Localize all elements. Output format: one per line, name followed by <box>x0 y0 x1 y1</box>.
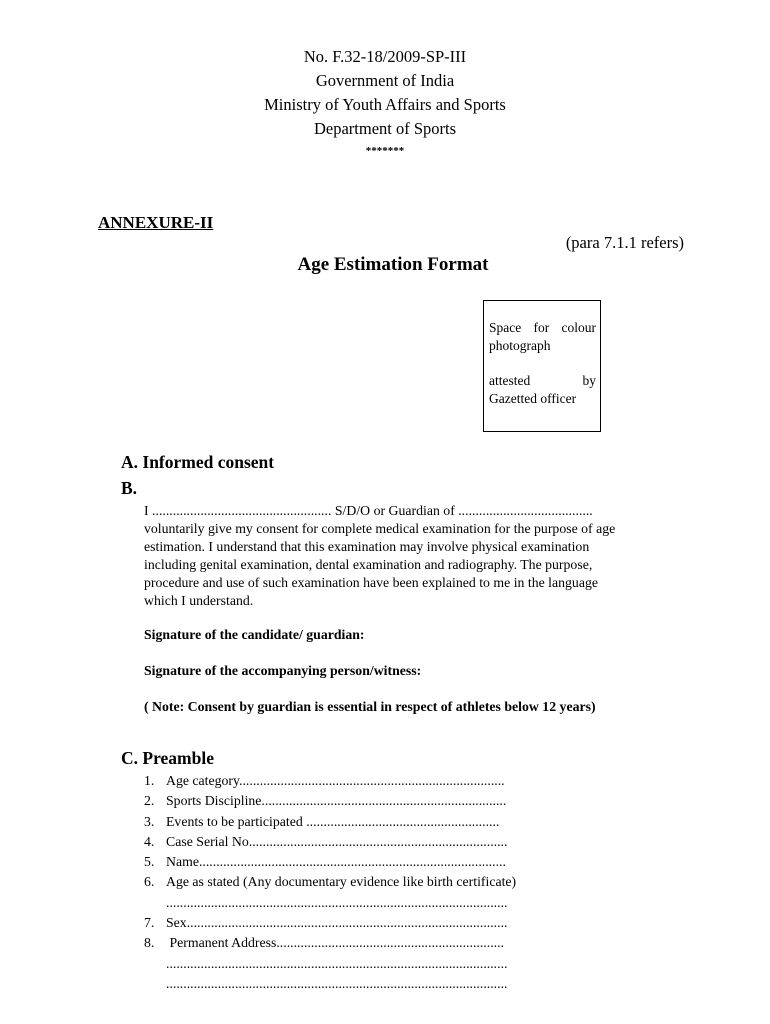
list-item-continuation: ................................................................................................... <box>166 975 508 991</box>
photo-box-line: Gazetted officer <box>489 391 577 406</box>
photo-box-line: photograph <box>489 338 551 353</box>
list-item: 6. Age as stated (Any documentary evidence like birth certificate) <box>144 874 517 890</box>
list-item: 8. Permanent Address.................................................................. <box>144 935 505 951</box>
list-item-continuation: ................................................................................................... <box>166 894 508 910</box>
guardian-consent-note: ( Note: Consent by guardian is essential in respect of athletes below 12 years) <box>144 699 596 714</box>
list-item: 5. Name......................................................................................... <box>144 854 506 870</box>
para-reference: (para 7.1.1 refers) <box>565 233 684 252</box>
section-a-heading: A. Informed consent <box>121 452 275 472</box>
list-item: 7. Sex............................................................................................. <box>144 915 508 931</box>
list-item-continuation: ................................................................................................... <box>166 955 508 971</box>
consent-line: procedure and use of such examination have been explained to me in the language <box>144 575 598 590</box>
section-b-heading: B. <box>121 478 138 498</box>
department-name: Department of Sports <box>313 119 457 138</box>
consent-line: I .................................................... S/D/O or Guardian of ....................................... <box>144 503 593 518</box>
photo-placeholder-box <box>483 300 601 432</box>
photo-box-line: Space for colour <box>489 320 596 335</box>
annexure-heading: ANNEXURE-II <box>98 213 214 232</box>
section-c-heading: C. Preamble <box>121 748 214 768</box>
consent-line: which I understand. <box>144 593 254 608</box>
signature-witness-label: Signature of the accompanying person/witness: <box>144 663 422 678</box>
preamble-list <box>144 771 516 994</box>
consent-line: estimation. I understand that this examination may involve physical examination <box>144 539 590 554</box>
list-item: 2. Sports Discipline....................................................................... <box>144 793 507 809</box>
consent-line: voluntarily give my consent for complete medical examination for the purpose of age <box>144 521 616 536</box>
consent-paragraph <box>144 502 664 610</box>
list-item: 3. Events to be participated ........................................................ <box>144 813 500 829</box>
consent-line: including genital examination, dental examination and radiography. The purpose, <box>144 557 593 572</box>
photo-box-line: attested by <box>489 373 596 388</box>
list-item: 1. Age category............................................................................. <box>144 773 505 788</box>
list-item: 4. Case Serial No........................................................................... <box>144 833 508 849</box>
government-name: Government of India <box>315 71 455 90</box>
ministry-name: Ministry of Youth Affairs and Sports <box>264 95 506 114</box>
signature-candidate-label: Signature of the candidate/ guardian: <box>144 627 365 642</box>
reference-number: No. F.32-18/2009-SP-III <box>303 47 467 66</box>
header-stars: ******* <box>365 145 405 157</box>
page-title: Age Estimation Format <box>297 254 489 275</box>
